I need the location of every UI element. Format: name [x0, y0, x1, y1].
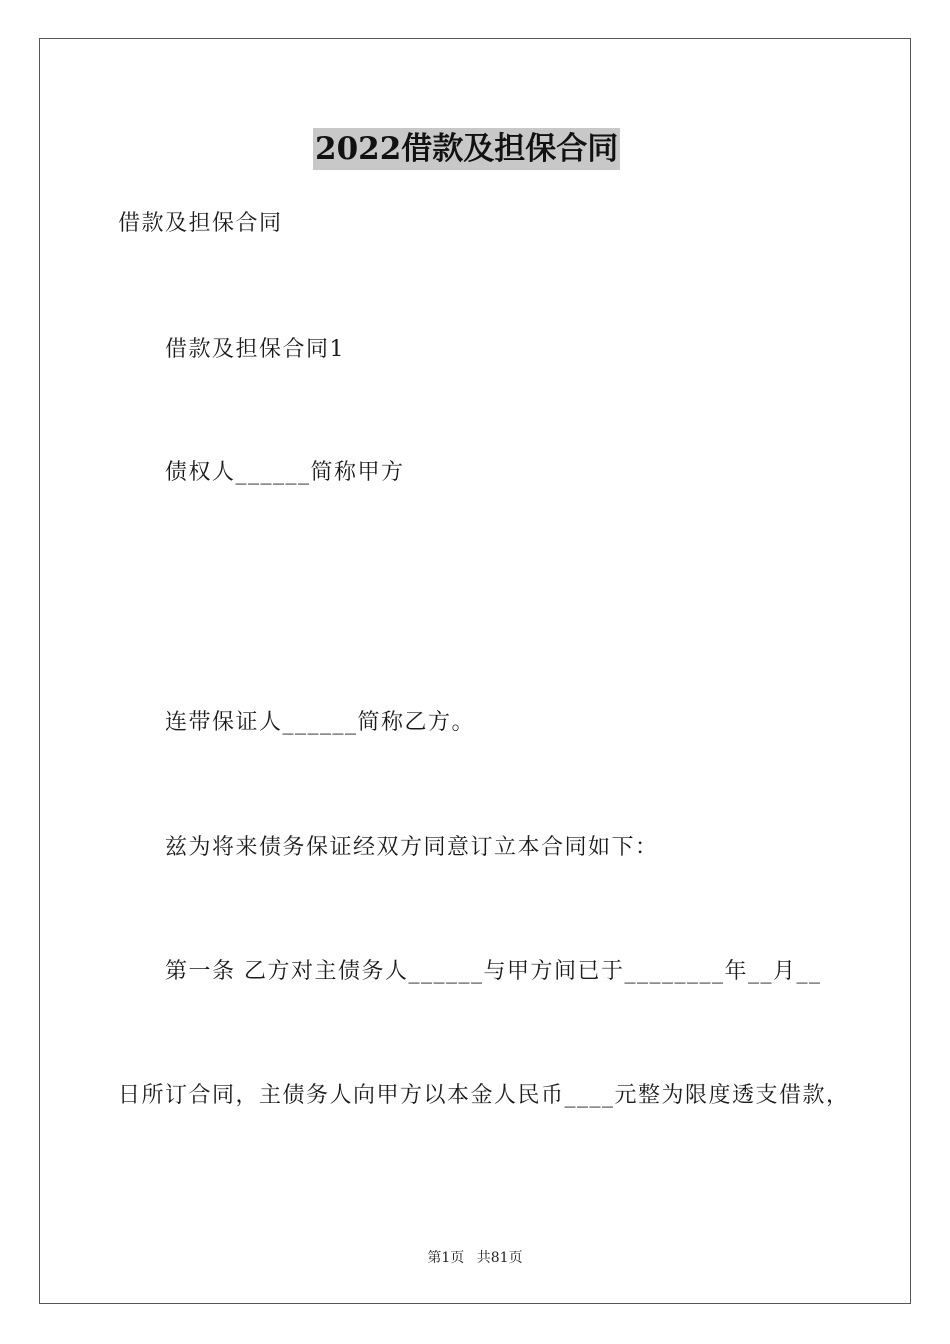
heading-line: 借款及担保合同 [118, 211, 283, 236]
page-number: 第1页 [427, 1250, 465, 1266]
paragraph-line: 第一条 乙方对主债务人______与甲方间已于________年__月__ [165, 959, 822, 984]
paragraph-line: 日所订合同，主债务人向甲方以本金人民币____元整为限度透支借款， [118, 1083, 850, 1108]
page-total: 共81页 [476, 1250, 523, 1266]
document-title: 2022借款及担保合同 [313, 128, 620, 170]
paragraph-line: 兹为将来债务保证经双方同意订立本合同如下： [165, 835, 659, 860]
paragraph-line: 连带保证人______简称乙方。 [165, 710, 476, 735]
page-footer [0, 1247, 950, 1267]
paragraph-line: 债权人______简称甲方 [165, 460, 405, 485]
paragraph-line: 借款及担保合同1 [165, 337, 345, 362]
